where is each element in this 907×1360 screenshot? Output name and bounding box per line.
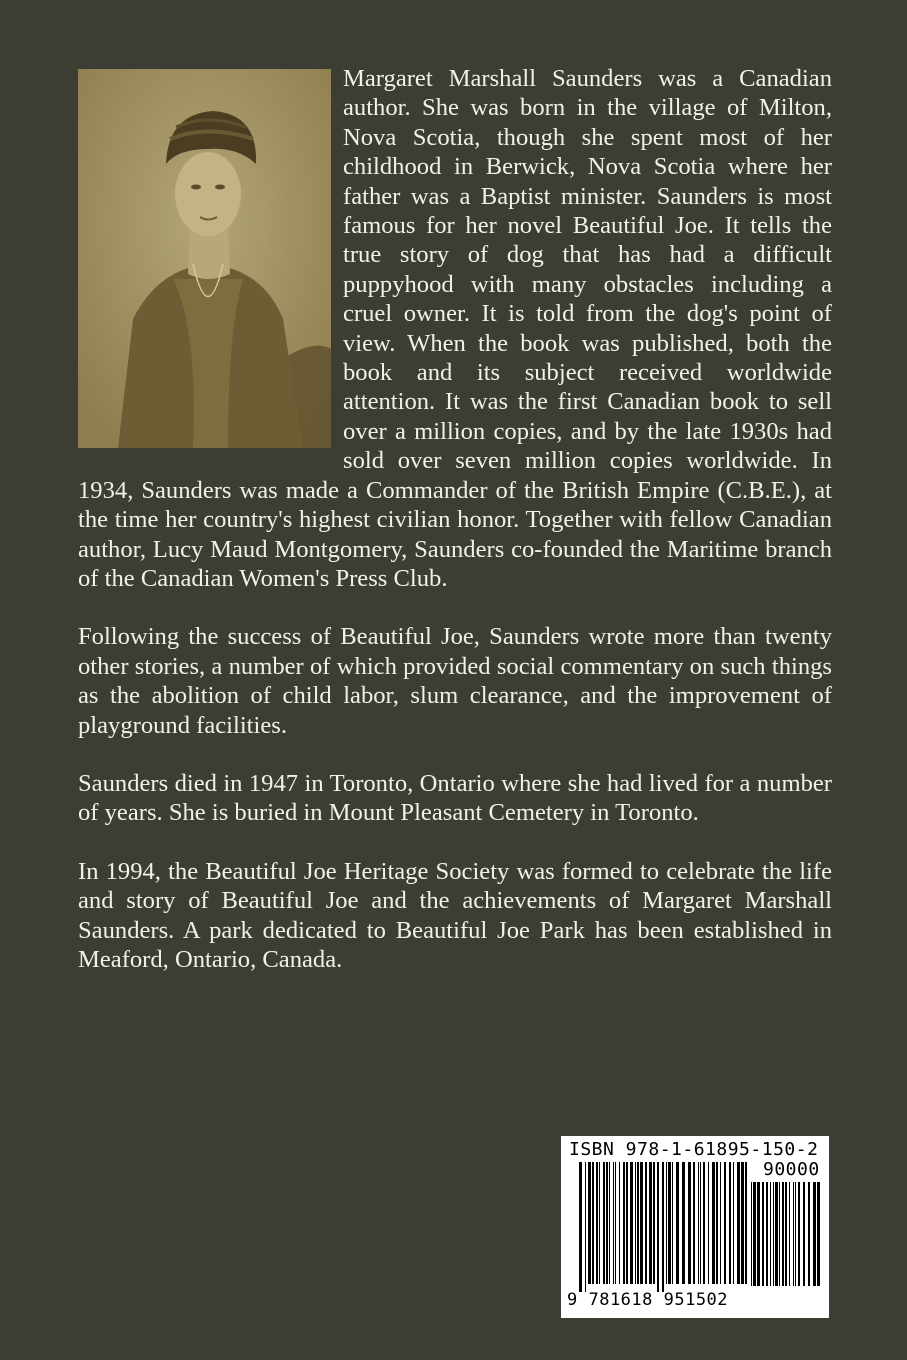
barcode-bar (592, 1162, 594, 1284)
barcode-bar (773, 1182, 774, 1286)
isbn-label: ISBN 978-1-61895-150-2 (569, 1139, 819, 1160)
barcode-bar (808, 1182, 810, 1286)
barcode-bar (668, 1162, 671, 1284)
barcode-bar (585, 1162, 586, 1292)
barcode-bar (708, 1162, 709, 1284)
barcode-bar (716, 1162, 718, 1284)
barcode-bar (720, 1162, 721, 1284)
barcode-bar (724, 1162, 726, 1284)
ean-barcode-bars (579, 1162, 749, 1292)
barcode-bar (775, 1182, 778, 1286)
barcode-bar (757, 1182, 760, 1286)
barcode-bar (596, 1162, 598, 1284)
barcode-bar (789, 1182, 790, 1286)
price-code: 90000 (763, 1159, 820, 1180)
bio-paragraph-3: Saunders died in 1947 in Toronto, Ontario where she had lived for a number of years. She is buried in Mount Pleasant Cemetery in Toronto. (78, 769, 832, 827)
barcode-bar (635, 1162, 636, 1284)
barcode-bar (645, 1162, 647, 1284)
bio-paragraph-2: Following the success of Beautiful Joe, Saunders wrote more than twenty other stories, a number of which provided social commentary on such things as the abolition of child labor, slum clearance, and the improvement of playground facilities. (78, 623, 832, 739)
barcode-bar (766, 1182, 768, 1286)
barcode-bar (613, 1162, 614, 1284)
barcode-bar (700, 1162, 701, 1284)
barcode-bar (712, 1162, 715, 1284)
barcode-bar (599, 1162, 600, 1284)
addon-barcode-bars (751, 1182, 821, 1294)
barcode-bar (745, 1162, 747, 1284)
barcode-bar (609, 1162, 610, 1284)
barcode-bar (793, 1182, 794, 1286)
barcode-bar (798, 1182, 800, 1286)
isbn-barcode (561, 1136, 829, 1318)
barcode-bar (637, 1162, 639, 1284)
barcode-bar (619, 1162, 620, 1284)
barcode-bar (729, 1162, 731, 1284)
barcode-bar (779, 1182, 780, 1286)
barcode-bar (682, 1162, 685, 1284)
barcode-bar (741, 1162, 744, 1284)
barcode-bar (630, 1162, 633, 1284)
ean-digits: 9 781618 951502 (567, 1290, 729, 1310)
barcode-bar (666, 1162, 667, 1284)
barcode-bar (803, 1182, 805, 1286)
barcode-bar (795, 1182, 796, 1286)
barcode-bar (640, 1162, 643, 1284)
barcode-bar (813, 1182, 816, 1286)
bio-paragraph-1: Margaret Marshall Saunders was a Canadian author. She was born in the village of Milton, Nova Scotia, though she spent most of her childhood in Berwick, Nova Scotia where her father was a Baptist minister. Saunders is most famous for her novel Beautiful Joe. It tells the true story of dog that has had a difficult puppyhood with many obstacles including a cruel owner. It is told from the dog's point of view. When the book was published, both the book and its subject received worldwide attention. It was the first Canadian book to sell over a million copies, and by the late 1930s had sold over seven million copies worldwide. In 1934, Saunders was made a Commander of the British Empire (C.B.E.), at the time her country's highest civilian honor. Together with fellow Canadian author, Lucy Maud Montgomery, Saunders co-founded the Maritime branch of the Canadian Women's Press Club. (78, 65, 832, 592)
barcode-bar (782, 1182, 784, 1286)
barcode-bar (603, 1162, 605, 1284)
barcode-bar (770, 1182, 771, 1286)
barcode-bar (693, 1162, 695, 1284)
barcode-bar (626, 1162, 628, 1284)
barcode-bar (588, 1162, 591, 1284)
barcode-bar (753, 1182, 756, 1286)
barcode-bar (623, 1162, 625, 1284)
barcode-bar (785, 1182, 787, 1286)
barcode-bar (615, 1162, 616, 1284)
barcode-bar (662, 1162, 664, 1292)
barcode-bar (703, 1162, 705, 1284)
bio-paragraph-4: In 1994, the Beautiful Joe Heritage Society was formed to celebrate the life and story of Beautiful Joe and the achievements of Margaret Marshall Saunders. A park dedicated to Beautiful Joe Park has been established in Meaford, Ontario, Canada. (78, 857, 832, 973)
barcode-bar (657, 1162, 659, 1292)
portrait-illustration (78, 69, 331, 448)
barcode-bar (606, 1162, 608, 1284)
barcode-bar (688, 1162, 691, 1284)
back-cover-text (78, 64, 832, 1003)
barcode-bar (762, 1182, 764, 1286)
barcode-bar (653, 1162, 655, 1284)
barcode-bar (817, 1182, 820, 1286)
barcode-bar (672, 1162, 673, 1284)
barcode-bar (676, 1162, 679, 1284)
barcode-bar (579, 1162, 582, 1292)
barcode-bar (698, 1162, 699, 1284)
author-portrait (78, 69, 331, 448)
barcode-bar (751, 1182, 752, 1286)
barcode-bar (737, 1162, 740, 1284)
barcode-bar (649, 1162, 652, 1284)
barcode-bar (733, 1162, 734, 1284)
